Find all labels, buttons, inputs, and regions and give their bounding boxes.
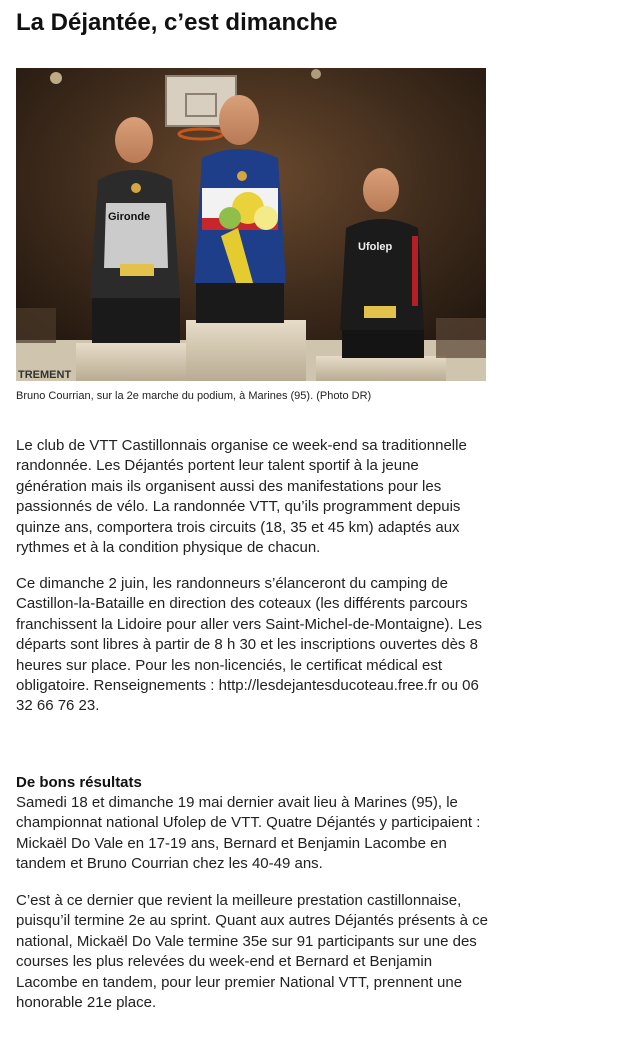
photo-caption: Bruno Courrian, sur la 2e marche du podium, à Marines (95). (Photo DR) (16, 390, 372, 402)
podium-photo (16, 68, 486, 381)
article-title: La Déjantée, c’est dimanche (16, 9, 338, 36)
section-heading: De bons résultats (16, 774, 142, 791)
jersey-left-text: Gironde (108, 211, 151, 223)
paragraph-details: Ce dimanche 2 juin, les randonneurs s’élanceront du camping de Castillon-la-Bataille en direction des coteaux (les différents parcours franchissent la Lidoire pour aller vers Saint-Michel-de-Montaigne). Les départs sont libres à partir de 8 h 30 et les inscriptions ouvertes dès 8 heures sur place. Pour les non-licenciés, le certificat médical est obligatoire. Renseignements : http://lesdejantesducoteau.free.fr ou 06 32 66 76 23. (16, 575, 483, 715)
jersey-right-text: Ufolep (358, 241, 393, 253)
banner-text: TREMENT (18, 369, 72, 381)
paragraph-results: Samedi 18 et dimanche 19 mai dernier avait lieu à Marines (95), le championnat national Ufolep de VTT. Quatre Déjantés y participaient : Mickaël Do Vale en 17-19 ans, Bernard et Benjamin Lacombe en tandem et Bruno Courrian chez les 40-49 ans. (16, 794, 481, 873)
paragraph-performance: C’est à ce dernier que revient la meilleure prestation castillonnaise, puisqu’il termine 2e au sprint. Quant aux autres Déjantés présents à ce national, Mickaël Do Vale termine 35e sur 91 participants sur une des courses les plus relevées du week-end et Bernard et Benjamin Lacombe en tandem, pour leur premier National VTT, prennent une honorable 21e place. (16, 892, 488, 1012)
podium-photo-illustration (16, 68, 486, 381)
paragraph-intro: Le club de VTT Castillonnais organise ce week-end sa traditionnelle randonnée. Les Déjantés portent leur talent sportif à la jeune génération mais ils organisent aussi des manifestations pour les passionnés de vélo. La randonnée VTT, qu’ils programment depuis quinze ans, comportera trois circuits (18, 35 et 45 km) adaptés aux rythmes et à la condition physique de chacun. (16, 437, 467, 557)
